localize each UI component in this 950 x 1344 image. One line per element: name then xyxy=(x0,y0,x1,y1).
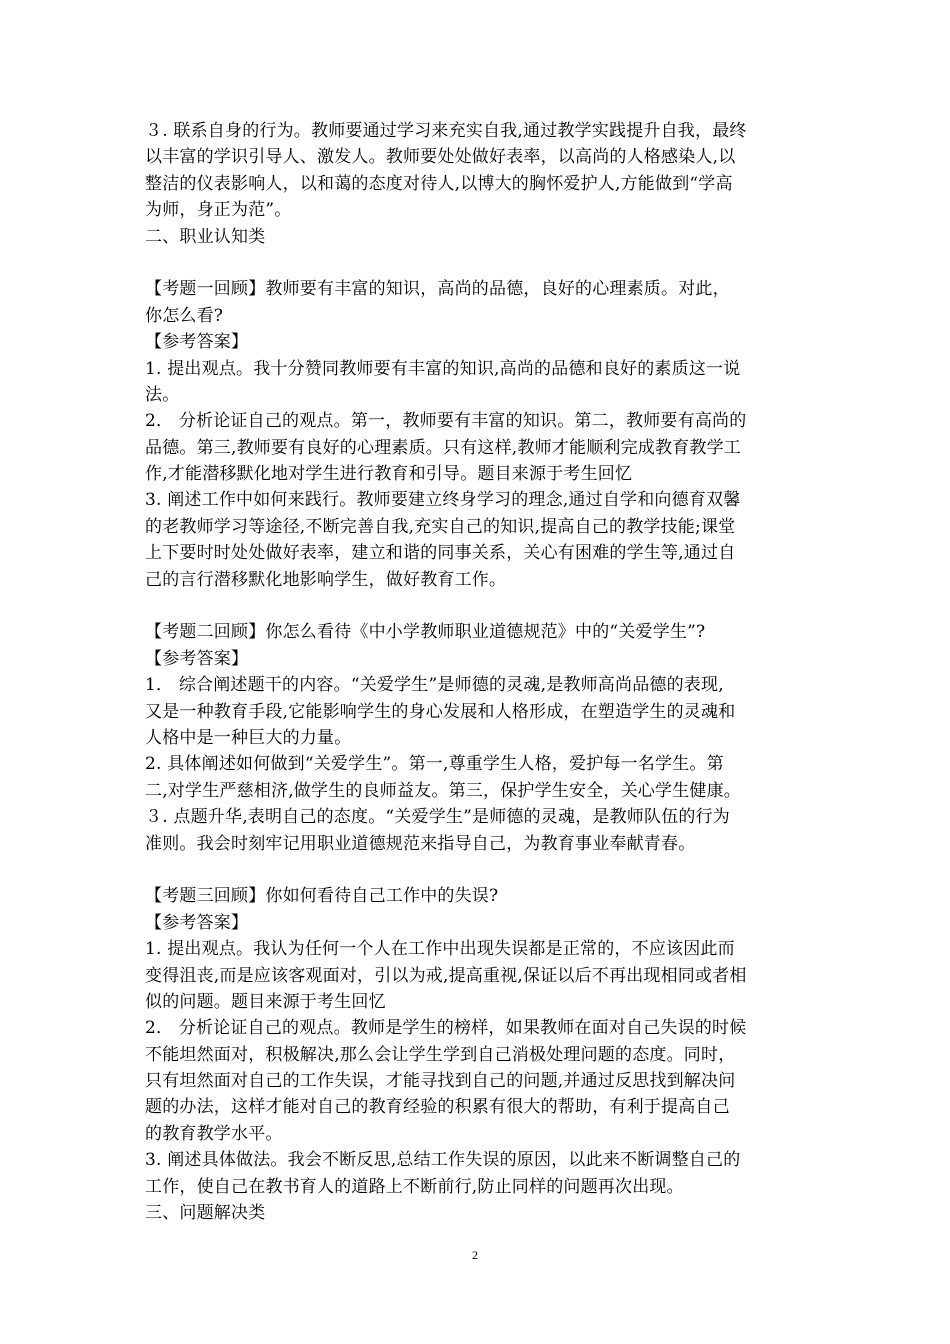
text-line: 【考题二回顾】你怎么看待《中小学教师职业道德规范》中的“关爱学生”? xyxy=(145,622,706,643)
text-line: 二,对学生严慈相济,做学生的良师益友。第三，保护学生安全，关心学生健康。 xyxy=(145,780,742,801)
text-line: 只有坦然面对自己的工作失误，才能寻找到自己的问题,并通过反思找到解决问 xyxy=(145,1071,736,1092)
text-line: ３. 联系自身的行为。教师要通过学习来充实自我,通过教学实践提升自我，最终 xyxy=(145,121,747,141)
text-line: 二、职业认知类 xyxy=(145,226,266,247)
text-line: 变得沮丧,而是应该客观面对，引以为戒,提高重视,保证以后不再出现相同或者相 xyxy=(145,965,747,986)
text-line: 又是一种教育手段,它能影响学生的身心发展和人格形成，在塑造学生的灵魂和 xyxy=(145,701,736,722)
blank-line xyxy=(145,593,810,619)
text-line: 为师，身正为范”。 xyxy=(145,200,292,221)
text-line: 1. 提出观点。我认为任何一个人在工作中出现失误都是正常的，不应该因此而 xyxy=(145,939,735,960)
text-line: 不能坦然面对，积极解决,那么会让学生学到自己消极处理问题的态度。同时， xyxy=(145,1044,736,1065)
text-line: 上下要时时处处做好表率，建立和谐的同事关系，关心有困难的学生等,通过自 xyxy=(145,543,736,564)
text-line: 【参考答案】 xyxy=(145,332,249,353)
page-number: 2 xyxy=(472,1248,478,1262)
text-line: 品德。第三,教师要有良好的心理素质。只有这样,教师才能顺利完成教育教学工 xyxy=(145,437,742,458)
text-line: 【参考答案】 xyxy=(145,912,249,933)
blank-line xyxy=(145,857,810,883)
document-page xyxy=(145,118,810,1226)
text-line: 法。 xyxy=(145,384,180,405)
text-line: 3. 阐述具体做法。我会不断反思,总结工作失误的原因，以此来不断调整自己的 xyxy=(145,1150,741,1171)
text-line: 2． 分析论证自己的观点。第一，教师要有丰富的知识。第二，教师要有高尚的 xyxy=(145,411,747,432)
text-line: 工作，使自己在教书育人的道路上不断前行,防止同样的问题再次出现。 xyxy=(145,1176,684,1197)
text-line: 你怎么看? xyxy=(145,305,224,326)
text-line: 【参考答案】 xyxy=(145,648,249,669)
text-line: 【考题三回顾】你如何看待自己工作中的失误? xyxy=(145,886,499,907)
text-line: 题的办法，这样才能对自己的教育经验的积累有很大的帮助，有利于提高自己 xyxy=(145,1097,730,1118)
text-line: 以丰富的学识引导人、激发人。教师要处处做好表率，以高尚的人格感染人,以 xyxy=(145,147,736,168)
blank-line xyxy=(145,250,810,276)
text-line: 3. 阐述工作中如何来践行。教师要建立终身学习的理念,通过自学和向德育双馨 xyxy=(145,490,741,511)
text-line: 的老教师学习等途径,不断完善自我,充实自己的知识,提高自己的教学技能;课堂 xyxy=(145,516,736,537)
text-line: 【考题一回顾】教师要有丰富的知识，高尚的品德，良好的心理素质。对此， xyxy=(145,279,730,300)
text-line: 1． 综合阐述题干的内容。“关爱学生”是师德的灵魂,是教师高尚品德的表现, xyxy=(145,675,724,696)
text-line: 似的问题。题目来源于考生回忆 xyxy=(145,991,386,1012)
text-line: 2. 具体阐述如何做到“关爱学生”。第一,尊重学生人格，爱护每一名学生。第 xyxy=(145,754,724,775)
text-line: 己的言行潜移默化地影响学生，做好教育工作。 xyxy=(145,569,507,590)
text-line: 人格中是一种巨大的力量。 xyxy=(145,727,352,748)
text-line: ３. 点题升华,表明自己的态度。“关爱学生”是师德的灵魂，是教师队伍的行为 xyxy=(145,807,730,828)
text-line: 整洁的仪表影响人，以和蔼的态度对待人,以博大的胸怀爱护人,方能做到“学高 xyxy=(145,173,733,194)
text-line: 2． 分析论证自己的观点。教师是学生的榜样，如果教师在面对自己失误的时候 xyxy=(145,1018,747,1039)
text-line: 1. 提出观点。我十分赞同教师要有丰富的知识,高尚的品德和良好的素质这一说 xyxy=(145,358,741,379)
text-line: 作,才能潜移默化地对学生进行教育和引导。题目来源于考生回忆 xyxy=(145,464,633,485)
text-line: 的教育教学水平。 xyxy=(145,1123,283,1144)
text-line: 三、问题解决类 xyxy=(145,1203,266,1224)
text-line: 准则。我会时刻牢记用职业道德规范来指导自己，为教育事业奉献青春。 xyxy=(145,833,696,854)
